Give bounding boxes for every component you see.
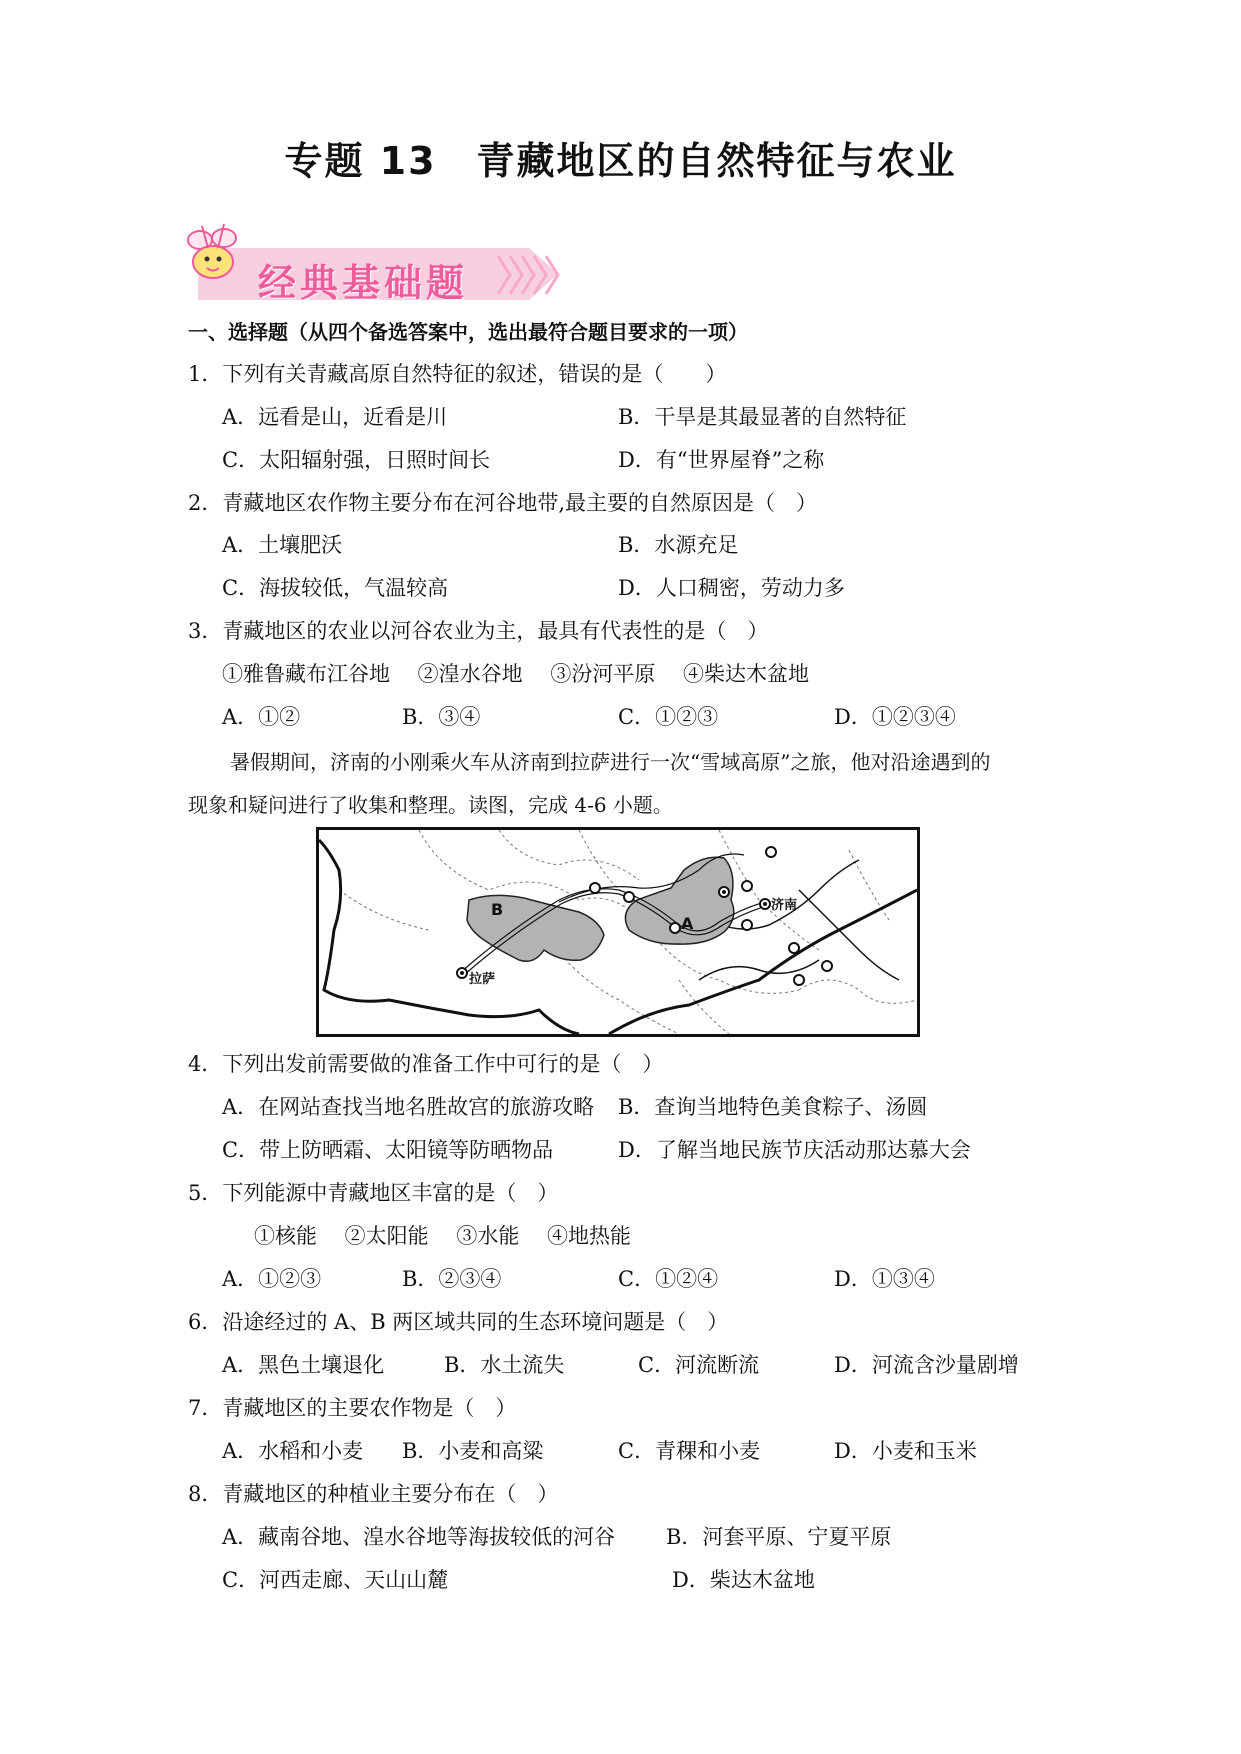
q1-stem: 1．下列有关青藏高原自然特征的叙述，错误的是（ ） — [188, 362, 727, 386]
q2-option-a: A．土壤肥沃 — [222, 533, 343, 557]
q2-option-b: B．水源充足 — [618, 533, 739, 557]
q1-option-b: B．干旱是其最显著的自然特征 — [618, 405, 907, 429]
q5-option-b: B．②③④ — [402, 1267, 502, 1291]
q3-items: ①雅鲁藏布江谷地 ②湟水谷地 ③汾河平原 ④柴达木盆地 — [222, 662, 810, 686]
q7-option-b: B．小麦和高粱 — [402, 1439, 544, 1463]
q1-option-d: D．有“世界屋脊”之称 — [618, 448, 825, 472]
q4-option-c: C．带上防晒霜、太阳镜等防晒物品 — [222, 1138, 554, 1162]
map-city-jinan: 济南 — [771, 898, 798, 913]
q4-option-d: D．了解当地民族节庆活动那达慕大会 — [618, 1138, 971, 1162]
map-label-a: A — [681, 914, 694, 933]
q3-option-b: B．③④ — [402, 705, 481, 729]
q7-stem: 7．青藏地区的主要农作物是（ ） — [188, 1396, 517, 1420]
q3-option-a: A．①② — [222, 705, 301, 729]
q5-option-c: C．①②④ — [618, 1267, 719, 1291]
q6-option-a: A．黑色土壤退化 — [222, 1353, 385, 1377]
region-b — [467, 895, 604, 961]
q8-option-c: C．河西走廊、天山山麓 — [222, 1568, 449, 1592]
map-city-lhasa: 拉萨 — [469, 972, 496, 987]
section-banner — [178, 218, 598, 308]
q8-option-b: B．河套平原、宁夏平原 — [666, 1525, 892, 1549]
q5-stem: 5．下列能源中青藏地区丰富的是（ ） — [188, 1181, 559, 1205]
banner-title: 经典基础题 — [258, 261, 469, 305]
q3-option-d: D．①②③④ — [834, 705, 956, 729]
q6-option-c: C．河流断流 — [638, 1353, 760, 1377]
q8-option-d: D．柴达木盆地 — [672, 1568, 815, 1592]
q2-stem: 2．青藏地区农作物主要分布在河谷地带,最主要的自然原因是（ ） — [188, 491, 818, 515]
passage-line-1: 暑假期间，济南的小刚乘火车从济南到拉萨进行一次“雪域高原”之旅，他对沿途遇到的 — [230, 750, 991, 774]
map-label-b: B — [491, 900, 504, 919]
q1-option-a: A．远看是山，近看是川 — [222, 405, 448, 429]
page-title: 专题 13 青藏地区的自然特征与农业 — [284, 139, 957, 183]
q5-option-d: D．①③④ — [834, 1267, 935, 1291]
q7-option-a: A．水稻和小麦 — [222, 1439, 364, 1463]
q2-option-d: D．人口稠密，劳动力多 — [618, 576, 845, 600]
q6-option-d: D．河流含沙量剧增 — [834, 1353, 1019, 1377]
q6-stem: 6．沿途经过的 A、B 两区域共同的生态环境问题是（ ） — [188, 1310, 729, 1334]
passage-line-2: 现象和疑问进行了收集和整理。读图，完成 4-6 小题。 — [188, 793, 673, 817]
q5-items: ①核能 ②太阳能 ③水能 ④地热能 — [254, 1224, 632, 1248]
q1-option-c: C．太阳辐射强，日照时间长 — [222, 448, 491, 472]
q4-option-a: A．在网站查找当地名胜故宫的旅游攻略 — [222, 1095, 595, 1119]
bee-icon — [178, 218, 248, 288]
q5-option-a: A．①②③ — [222, 1267, 322, 1291]
q3-stem: 3．青藏地区的农业以河谷农业为主，最具有代表性的是（ ） — [188, 619, 769, 643]
q3-option-c: C．①②③ — [618, 705, 719, 729]
section-heading: 一、选择题（从四个备选答案中，选出最符合题目要求的一项） — [188, 320, 748, 344]
q7-option-d: D．小麦和玉米 — [834, 1439, 977, 1463]
q4-stem: 4．下列出发前需要做的准备工作中可行的是（ ） — [188, 1052, 664, 1076]
q8-stem: 8．青藏地区的种植业主要分布在（ ） — [188, 1482, 559, 1506]
route-map — [316, 827, 920, 1037]
q6-option-b: B．水土流失 — [444, 1353, 565, 1377]
q7-option-c: C．青稞和小麦 — [618, 1439, 761, 1463]
chevron-arrows-icon — [496, 254, 586, 296]
q4-option-b: B．查询当地特色美食粽子、汤圆 — [618, 1095, 928, 1119]
q8-option-a: A．藏南谷地、湟水谷地等海拔较低的河谷 — [222, 1525, 616, 1549]
q2-option-c: C．海拔较低，气温较高 — [222, 576, 449, 600]
